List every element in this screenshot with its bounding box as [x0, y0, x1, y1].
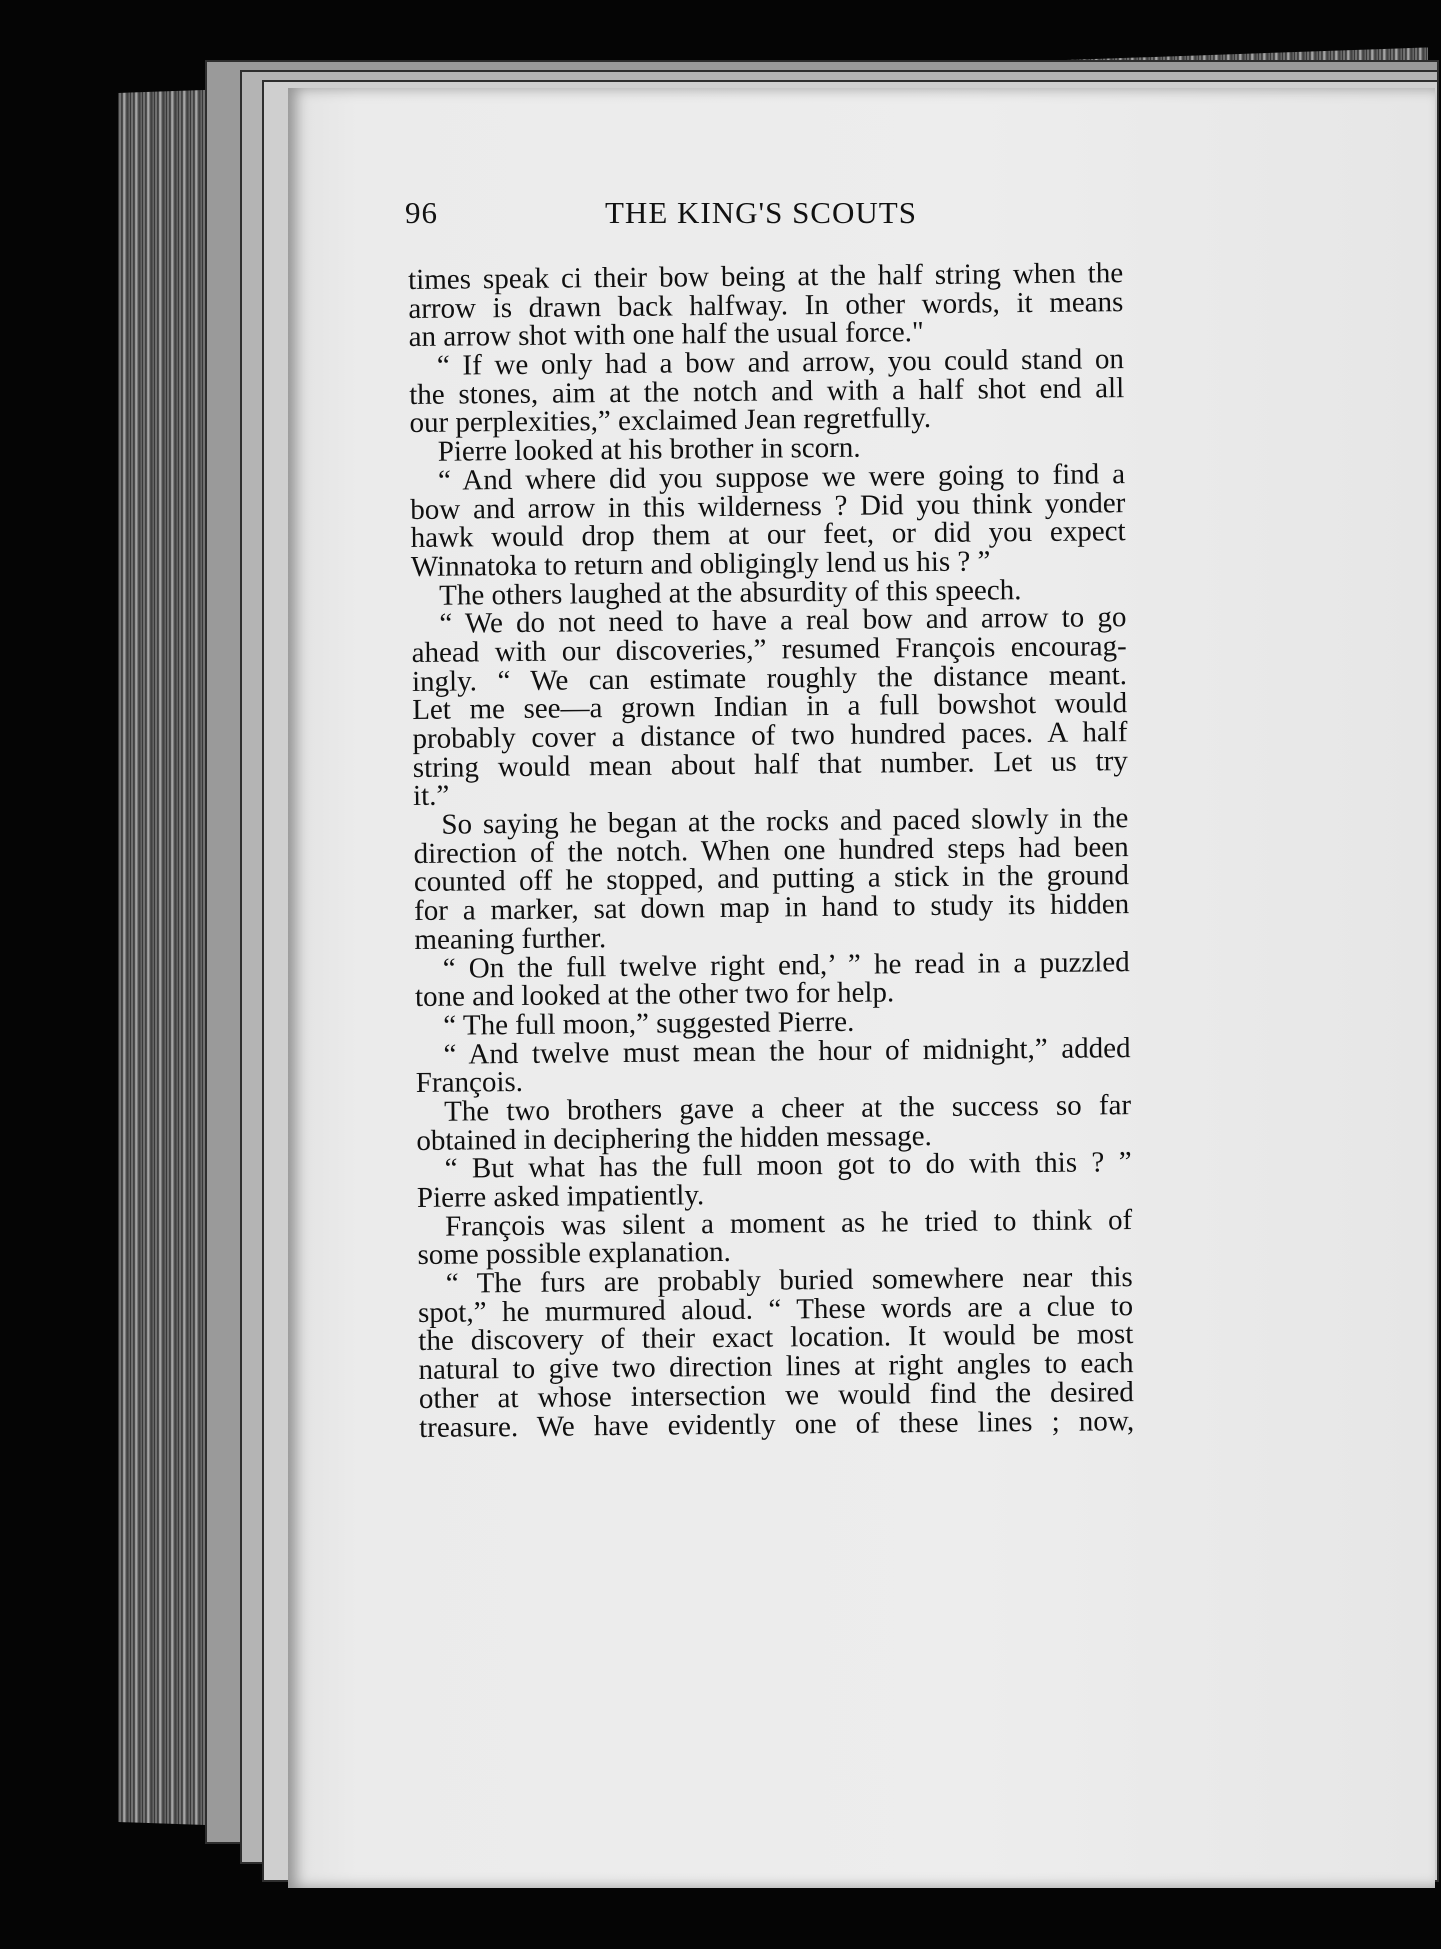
text-line: probably cover a distance of two hundred paces. A half	[412, 716, 1128, 755]
text-line: treasure. We have evidently one of these lines ; now,	[418, 1404, 1135, 1444]
text-line: the stones, aim at the notch and with a half shot end all	[409, 371, 1125, 411]
body-text	[408, 259, 1134, 1442]
text-line: “ On the full twelve right end,’ ” he read in a puzzled	[442, 945, 1130, 985]
text-line: meaning further.	[414, 921, 607, 956]
text-line: some possible explanation.	[417, 1236, 731, 1272]
text-line: hawk would drop them at our feet, or did you expect	[410, 515, 1126, 555]
text-line: tone and looked at the other two for help.	[414, 976, 895, 1014]
text-line: arrow is drawn back halfway. In other words, it means	[408, 285, 1124, 325]
text-line: obtained in deciphering the hidden message.	[416, 1119, 932, 1157]
text-line: François was silent a moment as he tried to think of	[445, 1203, 1133, 1243]
text-line: The two brothers gave a cheer at the success so far	[443, 1089, 1132, 1128]
text-line: Pierre asked impatiently.	[416, 1179, 705, 1214]
text-line: Winnatoka to return and obligingly lend us his ? ”	[410, 545, 991, 583]
text-line: “ And twelve must mean the hour of midnight,” added	[443, 1031, 1131, 1071]
text-line: counted off he stopped, and putting a stick in the ground	[413, 859, 1130, 899]
text-line: So saying he began at the rocks and paced slowly in the	[441, 802, 1129, 841]
text-line: François.	[415, 1066, 524, 1100]
text-line: direction of the notch. When one hundred steps had been	[413, 830, 1129, 870]
text-line: bow and arrow in this wilderness ? Did you think yonder	[410, 486, 1126, 526]
text-line: Pierre looked at his brother in scorn.	[437, 431, 861, 468]
text-line: “ If we only had a bow and arrow, you could stand on	[436, 343, 1125, 382]
text-line: an arrow shot with one half the usual force."	[408, 316, 924, 354]
text-line: it.”	[412, 780, 450, 813]
text-line: the discovery of their exact location. It would be most	[418, 1318, 1134, 1358]
text-line: our perplexities,” exclaimed Jean regretfully.	[409, 402, 932, 440]
running-head: THE KING'S SCOUTS	[605, 195, 917, 230]
text-line: “ The full moon,” suggested Pierre.	[443, 1005, 855, 1042]
page-header	[405, 195, 1125, 245]
text-line: for a marker, sat down map in hand to study its hidden	[414, 888, 1130, 928]
text-line: “ And where did you suppose we were going to find a	[437, 457, 1126, 497]
page-number: 96	[405, 195, 438, 230]
text-line: “ But what has the full moon got to do with this ? ”	[444, 1146, 1132, 1186]
text-line: The others laughed at the absurdity of this speech.	[439, 573, 1022, 612]
text-line: natural to give two direction lines at right angles to each	[418, 1347, 1134, 1387]
text-line: other at whose intersection we would find the desired	[418, 1375, 1134, 1415]
text-line: ahead with our discoveries,” resumed François encourag-	[411, 630, 1127, 669]
text-line: times speak ci their bow being at the half string when the	[407, 257, 1124, 296]
text-line: ingly. “ We can estimate roughly the distance meant.	[411, 658, 1128, 698]
text-line: “ We do not need to have a real bow and arrow to go	[439, 601, 1127, 640]
text-line: Let me see—a grown Indian in a full bowshot would	[412, 687, 1128, 727]
text-line: spot,” he murmured aloud. “ These words are a clue to	[417, 1289, 1134, 1329]
text-line: string would mean about half that number. Let us try	[412, 744, 1128, 784]
text-line: “ The furs are probably buried somewhere near this	[445, 1261, 1133, 1300]
